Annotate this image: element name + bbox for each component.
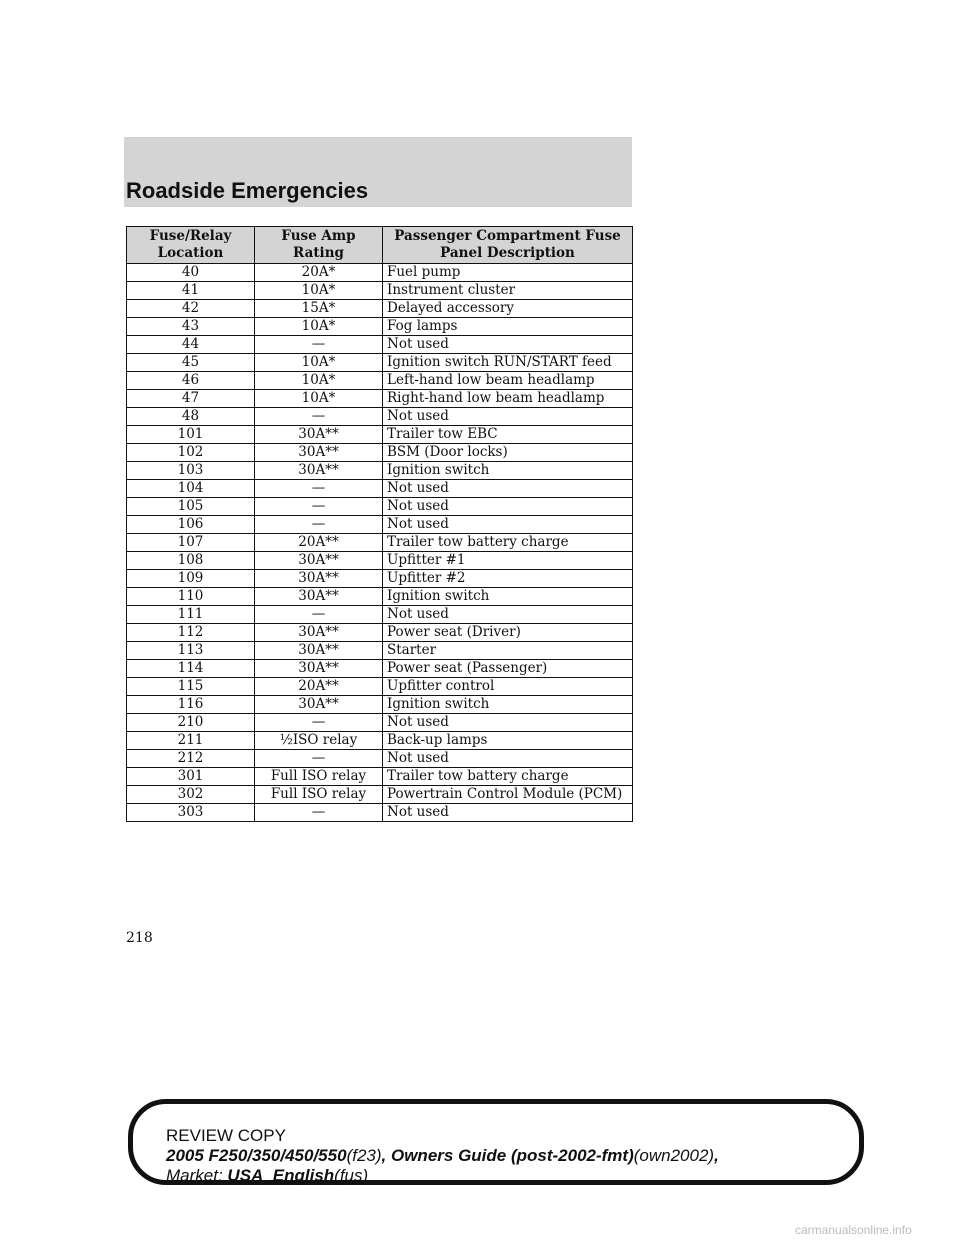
cell-description: Left-hand low beam headlamp <box>383 372 633 390</box>
column-header-location: Fuse/Relay Location <box>127 227 255 264</box>
cell-location: 108 <box>127 552 255 570</box>
cell-description: Fuel pump <box>383 264 633 282</box>
cell-amp-rating: — <box>255 498 383 516</box>
cell-amp-rating: 30A** <box>255 444 383 462</box>
table-row <box>127 300 633 318</box>
cell-description: Trailer tow EBC <box>383 426 633 444</box>
table-row <box>127 642 633 660</box>
table-header-row <box>127 227 633 264</box>
cell-description: Not used <box>383 516 633 534</box>
cell-location: 211 <box>127 732 255 750</box>
table-row <box>127 318 633 336</box>
cell-location: 303 <box>127 804 255 822</box>
cell-amp-rating: 30A** <box>255 660 383 678</box>
cell-location: 110 <box>127 588 255 606</box>
cell-location: 106 <box>127 516 255 534</box>
table-row <box>127 462 633 480</box>
table-row <box>127 354 633 372</box>
table-row <box>127 282 633 300</box>
cell-amp-rating: — <box>255 606 383 624</box>
cell-amp-rating: 30A** <box>255 696 383 714</box>
cell-amp-rating: 15A* <box>255 300 383 318</box>
cell-amp-rating: — <box>255 714 383 732</box>
cell-amp-rating: Full ISO relay <box>255 768 383 786</box>
section-title: Roadside Emergencies <box>126 178 369 203</box>
cell-description: Not used <box>383 804 633 822</box>
cell-description: Right-hand low beam headlamp <box>383 390 633 408</box>
review-market-line: Market: USA_English(fus) <box>166 1166 369 1185</box>
cell-location: 116 <box>127 696 255 714</box>
table-row <box>127 750 633 768</box>
cell-location: 101 <box>127 426 255 444</box>
cell-description: Fog lamps <box>383 318 633 336</box>
cell-description: Ignition switch <box>383 696 633 714</box>
cell-description: Not used <box>383 714 633 732</box>
table-row <box>127 444 633 462</box>
cell-location: 104 <box>127 480 255 498</box>
table-row <box>127 534 633 552</box>
cell-location: 114 <box>127 660 255 678</box>
cell-description: Upfitter #1 <box>383 552 633 570</box>
table-row <box>127 480 633 498</box>
cell-amp-rating: 20A** <box>255 678 383 696</box>
cell-amp-rating: 30A** <box>255 642 383 660</box>
fuse-table-body <box>127 264 633 822</box>
cell-location: 111 <box>127 606 255 624</box>
table-row <box>127 624 633 642</box>
review-model-line: 2005 F250/350/450/550(f23), Owners Guide (post-2002-fmt)(own2002), <box>166 1146 719 1165</box>
cell-location: 113 <box>127 642 255 660</box>
cell-location: 42 <box>127 300 255 318</box>
table-row <box>127 696 633 714</box>
cell-description: Ignition switch <box>383 588 633 606</box>
cell-description: Power seat (Driver) <box>383 624 633 642</box>
table-row <box>127 768 633 786</box>
cell-description: Power seat (Passenger) <box>383 660 633 678</box>
table-row <box>127 390 633 408</box>
table-row <box>127 264 633 282</box>
cell-description: BSM (Door locks) <box>383 444 633 462</box>
cell-description: Not used <box>383 408 633 426</box>
cell-description: Not used <box>383 606 633 624</box>
cell-description: Starter <box>383 642 633 660</box>
column-header-description: Passenger Compartment Fuse Panel Description <box>383 227 633 264</box>
cell-location: 115 <box>127 678 255 696</box>
cell-description: Powertrain Control Module (PCM) <box>383 786 633 804</box>
cell-description: Upfitter #2 <box>383 570 633 588</box>
table-row <box>127 804 633 822</box>
cell-amp-rating: 20A* <box>255 264 383 282</box>
table-row <box>127 786 633 804</box>
cell-amp-rating: — <box>255 336 383 354</box>
review-copy-label: REVIEW COPY <box>166 1126 286 1145</box>
cell-location: 102 <box>127 444 255 462</box>
cell-amp-rating: 30A** <box>255 588 383 606</box>
cell-location: 302 <box>127 786 255 804</box>
cell-amp-rating: 10A* <box>255 372 383 390</box>
cell-amp-rating: 30A** <box>255 462 383 480</box>
table-row <box>127 714 633 732</box>
cell-location: 301 <box>127 768 255 786</box>
cell-description: Ignition switch <box>383 462 633 480</box>
cell-amp-rating: 30A** <box>255 570 383 588</box>
cell-amp-rating: — <box>255 750 383 768</box>
column-header-amp-rating: Fuse Amp Rating <box>255 227 383 264</box>
cell-description: Trailer tow battery charge <box>383 768 633 786</box>
cell-location: 48 <box>127 408 255 426</box>
cell-location: 105 <box>127 498 255 516</box>
cell-location: 112 <box>127 624 255 642</box>
table-row <box>127 606 633 624</box>
cell-description: Trailer tow battery charge <box>383 534 633 552</box>
cell-location: 47 <box>127 390 255 408</box>
cell-description: Not used <box>383 750 633 768</box>
table-row <box>127 678 633 696</box>
cell-description: Instrument cluster <box>383 282 633 300</box>
cell-description: Not used <box>383 498 633 516</box>
table-row <box>127 408 633 426</box>
cell-amp-rating: 30A** <box>255 624 383 642</box>
cell-amp-rating: ½ISO relay <box>255 732 383 750</box>
cell-location: 44 <box>127 336 255 354</box>
table-row <box>127 372 633 390</box>
fuse-table <box>126 226 633 822</box>
table-row <box>127 588 633 606</box>
table-row <box>127 516 633 534</box>
cell-amp-rating: — <box>255 480 383 498</box>
cell-description: Delayed accessory <box>383 300 633 318</box>
cell-location: 41 <box>127 282 255 300</box>
cell-amp-rating: 30A** <box>255 552 383 570</box>
cell-amp-rating: — <box>255 804 383 822</box>
page-number: 218 <box>126 930 153 946</box>
cell-location: 45 <box>127 354 255 372</box>
cell-location: 212 <box>127 750 255 768</box>
cell-location: 103 <box>127 462 255 480</box>
cell-description: Not used <box>383 336 633 354</box>
table-row <box>127 552 633 570</box>
watermark: carmanualsonline.info <box>795 1223 912 1237</box>
table-row <box>127 732 633 750</box>
cell-location: 107 <box>127 534 255 552</box>
cell-amp-rating: 10A* <box>255 318 383 336</box>
cell-description: Ignition switch RUN/START feed <box>383 354 633 372</box>
cell-location: 210 <box>127 714 255 732</box>
cell-description: Upfitter control <box>383 678 633 696</box>
cell-amp-rating: 10A* <box>255 282 383 300</box>
cell-amp-rating: 10A* <box>255 390 383 408</box>
table-row <box>127 498 633 516</box>
cell-location: 109 <box>127 570 255 588</box>
cell-amp-rating: 10A* <box>255 354 383 372</box>
cell-amp-rating: 30A** <box>255 426 383 444</box>
cell-amp-rating: — <box>255 408 383 426</box>
cell-location: 43 <box>127 318 255 336</box>
table-row <box>127 570 633 588</box>
cell-amp-rating: 20A** <box>255 534 383 552</box>
cell-location: 40 <box>127 264 255 282</box>
cell-location: 46 <box>127 372 255 390</box>
cell-amp-rating: Full ISO relay <box>255 786 383 804</box>
table-row <box>127 660 633 678</box>
cell-description: Back-up lamps <box>383 732 633 750</box>
cell-description: Not used <box>383 480 633 498</box>
table-row <box>127 336 633 354</box>
table-row <box>127 426 633 444</box>
cell-amp-rating: — <box>255 516 383 534</box>
